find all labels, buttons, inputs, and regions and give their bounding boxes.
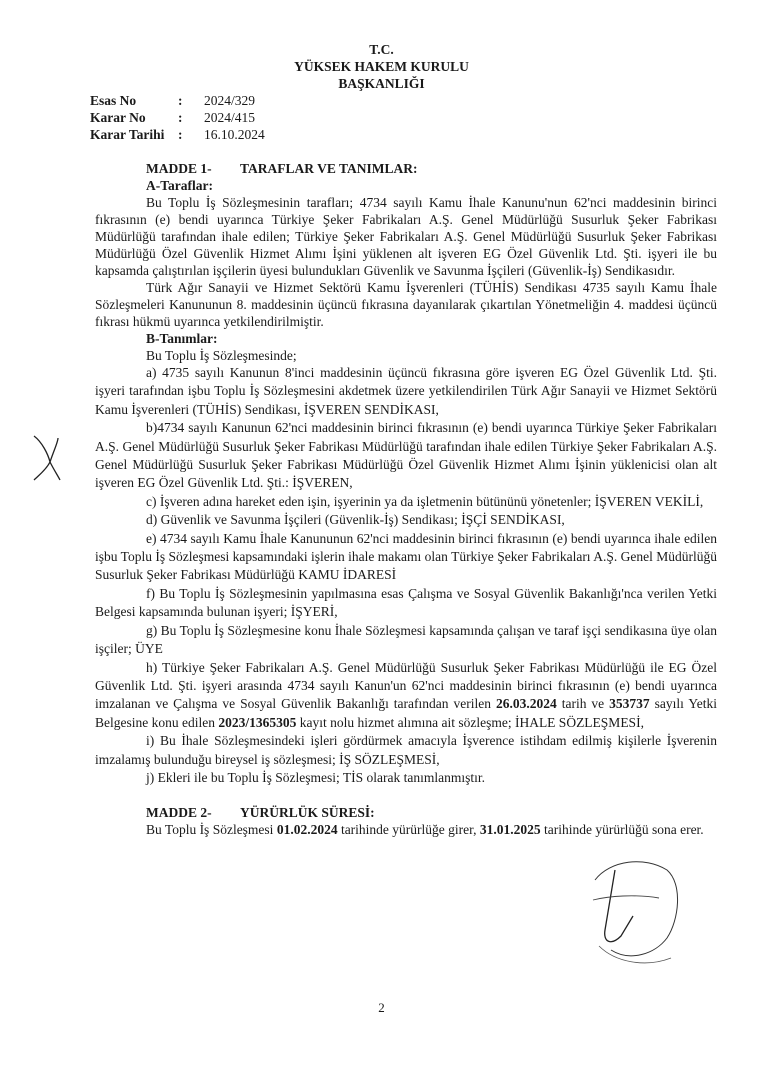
definition-e: e) 4734 sayılı Kamu İhale Kanununun 62'nci maddesinin birinci fıkrasının (e) bendi uyarınca ihale edilen işbu Toplu İş Sözleşmesi kapsamındaki işlerin ihale makamı olan Türkiye Şeker Fabrikaları A.Ş. Genel Müdürlüğü Susurluk Şeker Fabrikası Müdürlüğü KAMU İDARESİ [95, 530, 717, 583]
meta-label: Karar No [90, 110, 146, 125]
header-institution: YÜKSEK HAKEM KURULU [294, 59, 469, 74]
definition-h-number: 353737 [609, 696, 650, 712]
meta-row-karar-tarihi [90, 126, 265, 143]
taraflar-heading: A-Taraflar: [146, 178, 213, 193]
definition-f: f) Bu Toplu İş Sözleşmesinin yapılmasına esas Çalışma ve Sosyal Güvenlik Bakanlığı'nca verilen Yetki Belgesi kapsamında bulunan işyeri; İŞYERİ, [95, 585, 717, 620]
definition-i: i) Bu İhale Sözleşmesindeki işleri gördürmek amacıyla İşverence istihdam edilmiş kişilerle İşverenin imzalamış bulunduğu bireysel iş sözleşmesi; İŞ SÖZLEŞMESİ, [95, 733, 717, 767]
meta-row-karar [90, 109, 265, 126]
meta-label: Karar Tarihi [90, 127, 165, 142]
madde2-label: MADDE 2- [146, 805, 212, 821]
madde1-title: TARAFLAR VE TANIMLAR: [240, 161, 418, 176]
meta-colon: : [178, 110, 183, 125]
definition-h-text-4: kayıt nolu hizmet alımına ait sözleşme; İHALE SÖZLEŞMESİ, [296, 714, 644, 730]
definition-c: c) İşveren adına hareket eden işin, işyerinin ya da işletmenin bütününü yönetenler; İŞVEREN VEKİLİ, [146, 493, 704, 509]
definition-h-text-3: sayılı Yetki Belgesine konu edilen [95, 696, 718, 730]
handwritten-signature [575, 850, 685, 980]
definition-h-date: 26.03.2024 [495, 696, 557, 712]
header-tc: T.C. [369, 42, 394, 57]
page-number: 2 [378, 1000, 385, 1015]
madde2-title: YÜRÜRLÜK SÜRESİ: [240, 805, 375, 821]
header-office: BAŞKANLIĞI [338, 76, 425, 91]
definition-g: g) Bu Toplu İş Sözleşmesine konu İhale Sözleşmesi kapsamında çalışan ve taraf işçi sendikasına üye olan işçiler; ÜYE [95, 622, 717, 657]
definition-d: d) Güvenlik ve Savunma İşçileri (Güvenlik-İş) Sendikası; İŞÇİ SENDİKASI, [146, 512, 565, 528]
madde1-label: MADDE 1- [146, 161, 212, 176]
taraflar-paragraph-2: Türk Ağır Sanayii ve Hizmet Sektörü Kamu İşverenleri (TÜHİS) Sendikası 4735 sayılı Kamu İhale Sözleşmeleri Kanununun 8. maddesinin üçüncü fıkrasına dayanılarak çıkartılan Yönetmeliğin 4. maddesi üçüncü fıkrası hükmü uyarınca yetkilendirilmiştir. [95, 280, 717, 329]
madde2-text-1: Bu Toplu İş Sözleşmesi [146, 822, 277, 838]
definition-h [95, 659, 717, 733]
madde1-heading [146, 160, 717, 177]
tanimlar-intro: Bu Toplu İş Sözleşmesinde; [146, 348, 297, 363]
definition-h-text-1: h) Türkiye Şeker Fabrikaları A.Ş. Genel Müdürlüğü Susurluk Şeker Fabrikası Müdürlüğü ile EG Özel Güvenlik Ltd. Şti. işyeri arasında 4734 sayılı Kanun'un 62'nci maddesinin birinci fıkrasının (e) bendi uyarınca imzalanan ve Çalışma ve Sosyal Güvenlik Bakanlığı tarafından verilen [95, 659, 717, 712]
meta-value: 2024/415 [204, 110, 256, 125]
handwritten-initial [28, 432, 64, 484]
meta-label: Esas No [90, 93, 137, 108]
taraflar-paragraph-1: Bu Toplu İş Sözleşmesinin tarafları; 4734 sayılı Kamu İhale Kanunu'nun 62'nci maddesinin birinci fıkrasının (e) bendi uyarınca Türkiye Şeker Fabrikaları A.Ş. Genel Müdürlüğü Susurluk Şeker Fabrikası Müdürlüğü tarafından ihale edilen; Türkiye Şeker Fabrikaları A.Ş. Genel Müdürlüğü Susurluk Şeker Fabrikası Müdürlüğü Özel Güvenlik Hizmet Alımı İşini yüklenen alt işveren EG Özel Güvenlik Ltd. Şti. işyeri ile bu kapsamda çalıştırılan işçilerin üyesi bulundukları Güvenlik ve Savunma İşçileri (Güvenlik-İş) Sendikasıdır. [95, 195, 717, 278]
case-meta [90, 92, 265, 143]
definition-h-text-2: tarih ve [556, 696, 610, 712]
definition-j: j) Ekleri ile bu Toplu İş Sözleşmesi; TİS olarak tanımlanmıştır. [146, 769, 486, 785]
meta-row-esas [90, 92, 265, 109]
meta-colon: : [178, 127, 183, 142]
madde2-heading [146, 804, 717, 821]
meta-value: 16.10.2024 [204, 127, 265, 142]
definition-a: a) 4735 sayılı Kanunun 8'inci maddesinin üçüncü fıkrasına göre işveren EG Özel Güvenlik Ltd. Şti. işyeri tarafından işbu Toplu İş Sözleşmesini akdetmek üzere yetkilendirilen Türk Ağır Sanayii ve Hizmet Sektörü Kamu İşverenleri (TÜHİS) Sendikası, İŞVEREN SENDİKASI, [95, 365, 717, 417]
madde2-start-date: 01.02.2024 [276, 822, 338, 838]
madde2-end-date: 31.01.2025 [479, 822, 541, 838]
madde2-text-2: tarihinde yürürlüğe girer, [337, 822, 480, 838]
definition-h-registration: 2023/1365305 [218, 714, 297, 730]
meta-colon: : [178, 93, 183, 108]
definition-b: b)4734 sayılı Kanunun 62'nci maddesinin birinci fıkrasının (e) bendi uyarınca Türkiye Şeker Fabrikaları A.Ş. Genel Müdürlüğü Susurluk Şeker Fabrikası Müdürlüğü tarafından ihale edilen Türkiye Şeker Fabrikaları A.Ş. Genel Müdürlüğü Susurluk Şeker Fabrikası Müdürlüğü Özel Güvenlik Hizmet Alımı İşinin yüklenicisi olan alt işveren EG Özel Güvenlik Ltd. Şti.: İŞVEREN, [95, 420, 717, 491]
document-body [95, 160, 717, 838]
madde2-paragraph [95, 821, 717, 838]
madde2-text-3: tarihinde yürürlüğü sona erer. [540, 822, 704, 838]
meta-value: 2024/329 [204, 93, 256, 108]
tanimlar-heading: B-Tanımlar: [146, 331, 218, 346]
